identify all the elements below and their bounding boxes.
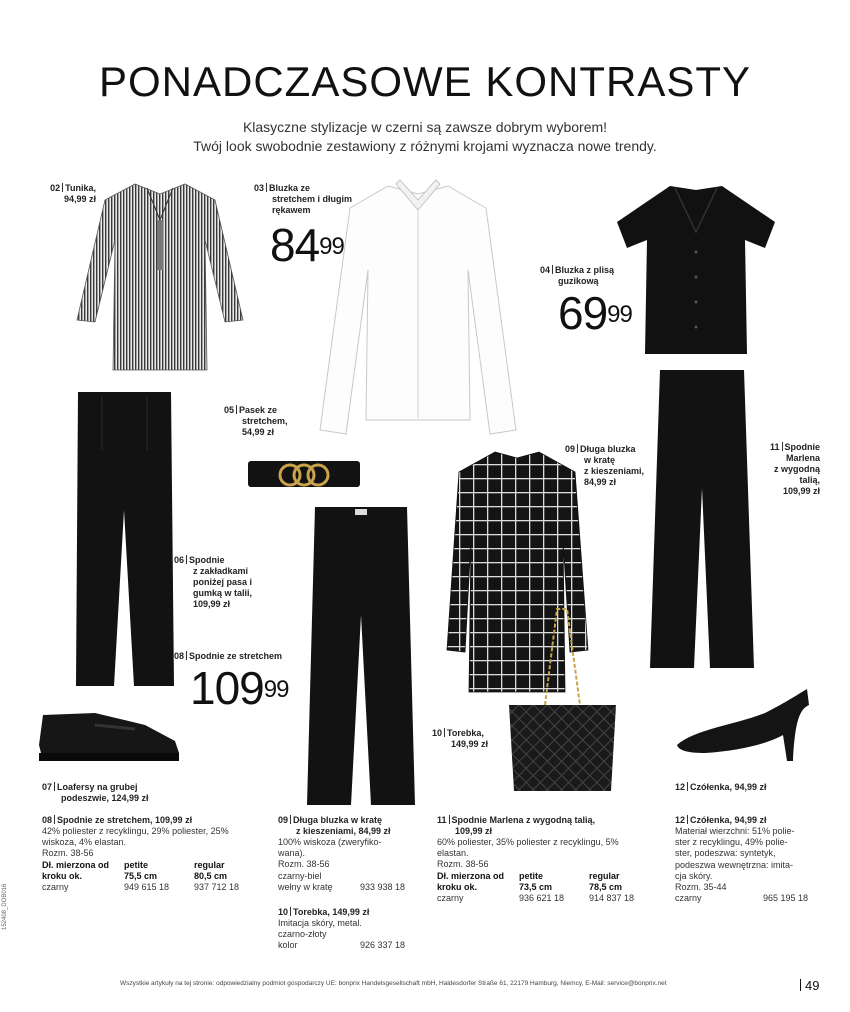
details-stretch-trousers: 08 Spodnie ze stretchem, 109,99 zł 42% poliester z recyklingu, 29% poliester, 25% wiskoza, 4% elastan. Rozm. 38-56 Dł. mierzona od petite regular kroku ok. 75,5 cm 80,5 cm czarny 949 615 18 937 712 18 bbox=[42, 815, 240, 893]
price-white-blouse: $84^{99}$ bbox=[270, 219, 344, 271]
label-stretch-trousers: 08 Spodnie ze stretchem bbox=[174, 651, 283, 661]
white-blouse-image[interactable] bbox=[318, 180, 518, 442]
label-pleated-trousers: 06 Spodnie z zakładkami poniżej pasa i gumką w talii, 109,99 zł bbox=[174, 555, 253, 609]
details-checked-blouse: 09 Długa bluzka w kratę z kieszeniami, 84,99 zł 100% wiskoza (zweryfiko- wana). Rozm. 38-56 czarny-biel wełny w kratę 933 938 18 bbox=[278, 815, 406, 892]
black-blouse-image[interactable] bbox=[615, 182, 777, 357]
label-tunic: 02 Tunika, 94,99 zł bbox=[50, 183, 96, 204]
black-pumps-image[interactable] bbox=[675, 685, 810, 763]
label-black-blouse: 04 Bluzka z plisą guzikową bbox=[540, 265, 615, 286]
label-white-blouse: 03 Bluzka ze stretchem i długim rękawem bbox=[254, 183, 353, 215]
black-loafers-image[interactable] bbox=[35, 705, 183, 765]
side-code: 152408_DOB016 bbox=[2, 883, 8, 930]
quilted-handbag-image[interactable] bbox=[505, 605, 620, 795]
item-number: 02 bbox=[50, 183, 61, 193]
subtitle-line-1: Klasyczne stylizacje w czerni są zawsze dobrym wyborem! bbox=[242, 119, 608, 135]
label-loafers: 07 Loafersy na grubej podeszwie, 124,99 zł bbox=[42, 782, 149, 803]
page-number: 49 bbox=[800, 978, 819, 993]
price-stretch-trousers: $109^{99}$ bbox=[190, 662, 289, 714]
label-pumps: 12 Czółenka, 94,99 zł bbox=[675, 782, 767, 792]
footer-legal-text: Wszystkie artykuły na tej stronie: odpowiedzialny podmiot gospodarczy UE: bonprix Handelsgesellschaft mbH, Haldesdorfer Straße 61, 22179 Hamburg, Niemcy, E-Mail: service@bonprix.net bbox=[120, 980, 667, 987]
striped-tunic-image[interactable] bbox=[75, 180, 245, 375]
black-stretch-trousers-image[interactable] bbox=[305, 505, 417, 810]
details-pumps: 12 Czółenka, 94,99 zł Materiał wierzchni: 51% polie- ster z recyklingu, 49% polie- ster, podeszwa: syntetyk, podeszwa wewnętrzna: imita- cja skóry. Rozm. 35-44 czarny 965 195 18 bbox=[675, 815, 809, 904]
stretch-belt-image[interactable] bbox=[248, 455, 360, 495]
label-checked-blouse: 09 Długa bluzka w kratę z kieszeniami, 84,99 zł bbox=[565, 444, 645, 487]
details-marlena-trousers: 11 Spodnie Marlena z wygodną talią, 109,99 zł 60% poliester, 35% poliester z recyklingu, 5% elastan. Rozm. 38-56 Dł. mierzona od petite regular kroku ok. 73,5 cm 78,5 cm czarny 936 621 18 914 837 18 bbox=[437, 815, 635, 904]
page-subtitle bbox=[0, 118, 850, 156]
marlena-wide-trousers-image[interactable] bbox=[648, 368, 756, 673]
label-handbag: 10 Torebka, 149,99 zł bbox=[432, 728, 489, 749]
label-marlena-trousers: 11 Spodnie Marlena z wygodną talią, 109,99 zł bbox=[769, 442, 820, 496]
price-black-blouse: $69^{99}$ bbox=[558, 287, 632, 339]
subtitle-line-2: Twój look swobodnie zestawiony z różnymi krojami wyznacza nowe trendy. bbox=[193, 138, 657, 154]
label-belt: 05 Pasek ze stretchem, 54,99 zł bbox=[224, 405, 288, 437]
details-handbag: 10 Torebka, 149,99 zł Imitacja skóry, metal. czarno-złoty kolor 926 337 18 bbox=[278, 907, 406, 951]
black-trousers-pleated-image[interactable] bbox=[72, 390, 177, 690]
page-title: PONADCZASOWE KONTRASTY bbox=[98, 58, 752, 105]
